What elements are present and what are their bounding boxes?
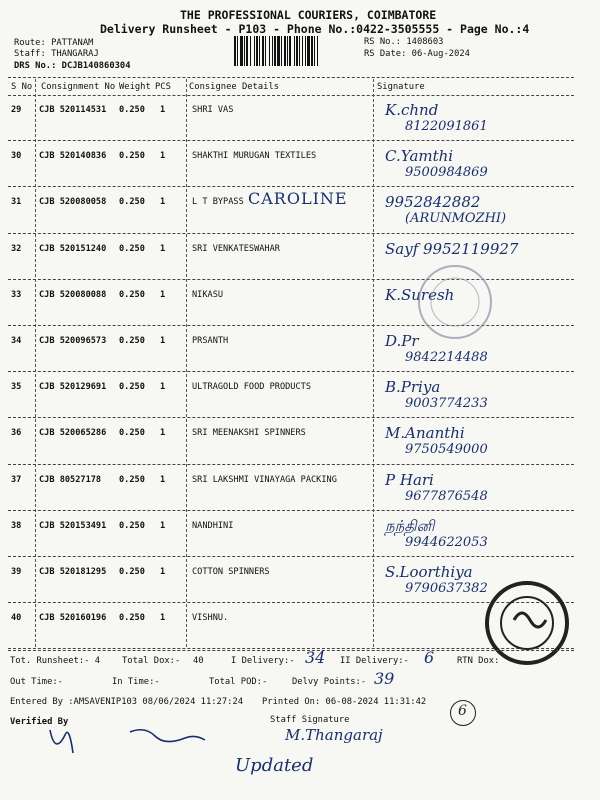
- tot-runsheet: Tot. Runsheet:- 4: [10, 656, 101, 666]
- i-delivery-value: 34: [305, 648, 326, 667]
- row-signature: நந்தினி: [385, 516, 435, 535]
- row-consignee: SHRI VAS: [192, 105, 234, 115]
- rs-date: RS Date: 06-Aug-2024: [364, 49, 470, 59]
- delvy-points-label: Delvy Points:-: [292, 677, 367, 687]
- row-consignee: PRSANTH: [192, 336, 229, 346]
- total-dox-label: Total Dox:-: [122, 656, 181, 666]
- barcode-bar: [302, 36, 303, 66]
- ii-delivery-label: II Delivery:-: [340, 656, 409, 666]
- row-consignee: L T BYPASS: [192, 197, 244, 208]
- barcode-bar: [287, 36, 288, 66]
- barcode-bar: [272, 36, 273, 66]
- row-signature: B.Priya: [385, 378, 441, 397]
- row-consignee: SRI LAKSHMI VINAYAGA PACKING: [192, 474, 337, 485]
- circled-number: [450, 700, 476, 726]
- row-signature: K.Suresh: [385, 285, 455, 304]
- row-pcs: 1: [160, 520, 166, 531]
- runsheet-subtitle: Delivery Runsheet - P103 - Phone No.:0422-3505555 - Page No.:4: [100, 22, 530, 36]
- row-consignee: NANDHINI: [192, 520, 234, 531]
- barcode-bar: [254, 36, 255, 66]
- row-sno: 38: [11, 520, 22, 531]
- out-time-label: Out Time:-: [10, 677, 63, 687]
- verified-signature: [40, 720, 220, 760]
- barcode-bar: [262, 36, 264, 66]
- barcode-bar: [244, 36, 245, 66]
- row-signature: D.Pr: [385, 332, 419, 350]
- barcode-bar: [281, 36, 282, 66]
- barcode-bar: [240, 36, 243, 66]
- row-consignee: VISHNU.: [192, 613, 229, 624]
- row-consignment: CJB 520140836: [39, 151, 107, 162]
- row-pcs: 1: [160, 243, 166, 254]
- row-sno: 36: [11, 428, 22, 439]
- row-consignment: CJB 520181295: [39, 567, 107, 577]
- row-pcs: 1: [160, 336, 166, 346]
- barcode-bar: [296, 36, 298, 66]
- row-sno: 37: [11, 474, 22, 485]
- col-consignment: Consignment No: [41, 82, 116, 92]
- row-pcs: 1: [160, 474, 166, 485]
- row-sno: 31: [11, 197, 22, 208]
- col-pcs: PCS: [155, 82, 171, 92]
- row-consignee: NIKASU: [192, 289, 224, 300]
- updated-note: Updated: [235, 755, 314, 776]
- row-sno: 29: [11, 105, 22, 115]
- row-consignment: CJB 520151240: [39, 243, 107, 254]
- barcode-bar: [294, 36, 295, 66]
- row-phone: 9750549000: [405, 442, 488, 458]
- row-consignment: CJB 520160196: [39, 613, 107, 624]
- entered-by: Entered By :AMSAVENIP103 08/06/2024 11:27:24: [10, 697, 244, 707]
- row-weight: 0.250: [119, 105, 145, 115]
- row-signature: S.Loorthiya: [385, 563, 473, 581]
- row-sno: 30: [11, 151, 22, 162]
- row-sno: 40: [11, 613, 22, 624]
- rtn-dox-label: RTN Dox:: [457, 656, 500, 666]
- row-consignee: SRI MEENAKSHI SPINNERS: [192, 428, 306, 439]
- row-signature: 9952842882: [385, 193, 481, 212]
- drs-label: DRS No.: DCJB140860304: [14, 61, 131, 71]
- row-sno: 33: [11, 289, 22, 300]
- row-signature: P Hari: [385, 470, 434, 489]
- row-pcs: 1: [160, 428, 166, 439]
- barcode-bar: [277, 36, 280, 66]
- row-sno: 35: [11, 382, 22, 393]
- staff-label: Staff: THANGARAJ: [14, 49, 99, 59]
- col-sno: S No: [11, 82, 33, 92]
- row-sno: 32: [11, 243, 22, 254]
- row-weight: 0.250: [119, 289, 145, 300]
- row-pcs: 1: [160, 567, 166, 577]
- barcode-bar: [246, 36, 248, 66]
- barcode-bar: [265, 36, 266, 66]
- barcode-bar: [299, 36, 300, 66]
- row-weight: 0.250: [119, 428, 145, 439]
- row-signature: M.Ananthi: [385, 424, 465, 443]
- row-sno: 34: [11, 336, 22, 346]
- row-consignment: CJB 520080088: [39, 289, 107, 300]
- barcode-bar: [307, 36, 310, 66]
- total-pod-label: Total POD:-: [209, 677, 268, 687]
- total-dox-value: 40: [193, 656, 204, 666]
- row-pcs: 1: [160, 151, 166, 162]
- row-weight: 0.250: [119, 474, 145, 485]
- row-consignee: ULTRAGOLD FOOD PRODUCTS: [192, 382, 311, 393]
- row-sno: 39: [11, 567, 22, 577]
- ii-delivery-value: 6: [424, 648, 435, 667]
- row-consignment: CJB 520129691: [39, 382, 107, 393]
- barcode-bar: [259, 36, 260, 66]
- printed-on: Printed On: 06-08-2024 11:31:42: [262, 697, 427, 707]
- rs-no: RS No.: 1408603: [364, 37, 444, 47]
- row-consignment: CJB 520080058: [39, 197, 107, 208]
- row-phone: 9944622053: [405, 534, 488, 550]
- delvy-points-value: 39: [374, 669, 395, 688]
- row-weight: 0.250: [119, 567, 145, 577]
- barcode-bar: [234, 36, 236, 66]
- barcode-bar: [289, 36, 291, 66]
- barcode-bar: [284, 36, 286, 66]
- col-weight: Weight: [119, 82, 151, 92]
- row-consignee: SRI VENKATESWAHAR: [192, 243, 280, 254]
- row-phone: 9003774233: [405, 396, 488, 412]
- row-consignee: COTTON SPINNERS: [192, 567, 270, 577]
- row-phone: (ARUNMOZHI): [405, 211, 507, 227]
- company-stamp: [415, 262, 495, 346]
- row-consignment: CJB 520153491: [39, 520, 107, 531]
- row-phone: 9842214488: [405, 350, 488, 365]
- row-weight: 0.250: [119, 613, 145, 624]
- staff-signature-label: Staff Signature: [270, 715, 350, 725]
- row-phone: 9677876548: [405, 488, 488, 504]
- barcode-bar: [237, 36, 238, 66]
- barcode-bar: [269, 36, 270, 66]
- row-pcs: 1: [160, 105, 166, 115]
- row-consignment: CJB 520096573: [39, 336, 107, 346]
- i-delivery-label: I Delivery:-: [231, 656, 295, 666]
- row-phone: 9790637382: [405, 581, 488, 596]
- barcode-bar: [314, 36, 315, 66]
- verified-by-label: Verified By: [10, 717, 69, 727]
- row-weight: 0.250: [119, 243, 145, 254]
- row-weight: 0.250: [119, 520, 145, 531]
- barcode: [234, 36, 358, 66]
- row-weight: 0.250: [119, 197, 145, 208]
- barcode-bar: [305, 36, 306, 66]
- row-consignment: CJB 520065286: [39, 428, 107, 439]
- company-title: THE PROFESSIONAL COURIERS, COIMBATORE: [180, 8, 437, 22]
- barcode-bar: [250, 36, 251, 66]
- row-pcs: 1: [160, 613, 166, 624]
- row-pcs: 1: [160, 197, 166, 208]
- barcode-bar: [274, 36, 276, 66]
- barcode-bar: [317, 36, 318, 66]
- barcode-bar: [311, 36, 313, 66]
- row-phone: 8122091861: [405, 119, 488, 134]
- col-consignee: Consignee Details: [189, 82, 280, 92]
- row-pcs: 1: [160, 382, 166, 393]
- col-signature: Signature: [377, 82, 425, 92]
- row-signature: K.chnd: [385, 101, 439, 119]
- row-consignment: CJB 520114531: [39, 105, 107, 115]
- row-weight: 0.250: [119, 382, 145, 393]
- row-weight: 0.250: [119, 151, 145, 162]
- in-time-label: In Time:-: [112, 677, 160, 687]
- row-signature: Sayf 9952119927: [385, 239, 519, 258]
- row-phone: 9500984869: [405, 165, 488, 181]
- barcode-bar: [256, 36, 258, 66]
- row-consignment: CJB 80527178: [39, 474, 102, 485]
- row-consignee: SHAKTHI MURUGAN TEXTILES: [192, 151, 317, 162]
- staff-signature-hand: M.Thangaraj: [285, 726, 383, 744]
- row-weight: 0.250: [119, 336, 145, 346]
- row-consignee-handwritten: CAROLINE: [248, 189, 348, 209]
- route-label: Route: PATTANAM: [14, 38, 94, 48]
- row-pcs: 1: [160, 289, 166, 300]
- circled-number-text: 6: [458, 703, 467, 719]
- row-signature: C.Yamthi: [385, 147, 454, 166]
